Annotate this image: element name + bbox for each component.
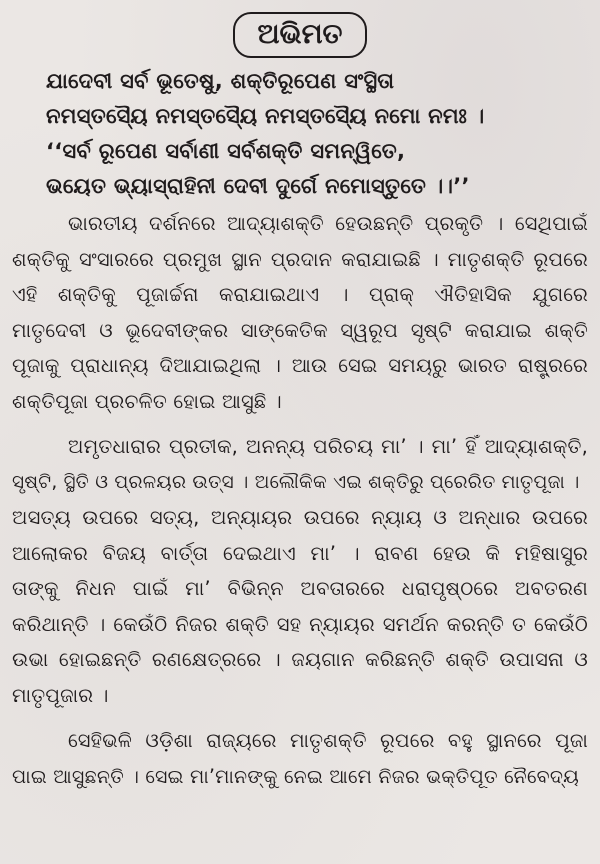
verse-line: ନମସ୍ତସ୍ୟୈ ନମସ୍ତସ୍ୟୈ ନମସ୍ତସ୍ୟୈ ନମୋ ନମଃ । [46,104,485,128]
text-line: ପୂଜାକୁ ପ୍ରାଧାନ୍ୟ ଦିଆଯାଇଥିଲା । ଆଉ ସେଇ ସମୟରୁ ଭାରତ ରାଷ୍ଟ୍ରରେ [12,354,588,377]
text-line: ଅସତ୍ୟ ଉପରେ ସତ୍ୟ, ଅନ୍ୟାୟର ଉପରେ ନ୍ୟାୟ ଓ ଅନ୍ଧାର ଉପରେ [12,506,588,529]
verse-line: ‘‘ସର୍ବ ରୂପେଣ ସର୍ବାଣୀ ସର୍ବଶକ୍ତି ସମନ୍ୱିତେ, [46,139,406,163]
text-line: ମାତୃପୂଜାର । [12,683,109,707]
text-line: ସୃଷ୍ଟି, ସ୍ଥିତି ଓ ପ୍ରଳୟର ଉତ୍ସ । ଅଲୌକିକ ଏଇ ଶକ୍ତିରୁ ପ୍ରେରିତ ମାତୃପୂଜା । [12,471,580,493]
text-line: ଅମୃତଧାରାର ପ୍ରତୀକ, ଅନନ୍ୟ ପରିଚୟ ମା’ । ମା’ ହିଁ ଆଦ୍ୟାଶକ୍ତି, [68,435,588,458]
text-line: ସେହିଭଳି ଓଡ଼ିଶା ରାଜ୍ୟରେ ମାତୃଶକ୍ତି ରୂପରେ ବହୁ ସ୍ଥାନରେ ପୂଜା [68,729,588,752]
verse-line: ଭୟେତ ଭ୍ୟାସ୍ରାହିନୀ ଦେବୀ ଦୁର୍ଗେ ନମୋସ୍ତୁତେ ।।’’ [46,174,470,198]
text-line: କରିଥାନ୍ତି । କେଉଁଠି ନିଜର ଶକ୍ତି ସହ ନ୍ୟାୟର ସମର୍ଥନ କରନ୍ତି ତ କେଉଁଠି [12,612,588,636]
text-line: ଶକ୍ତିପୂଜା ପ୍ରଚଳିତ ହୋଇ ଆସୁଛି । [12,389,282,413]
sanskrit-verse [46,64,600,204]
text-line: ଏହି ଶକ୍ତିକୁ ପୂଜାର୍ଚ୍ଚନା କରାଯାଇଥାଏ । ପ୍ରାକ୍ ଐତିହାସିକ ଯୁଗରେ [12,283,588,306]
text-line: ଆଲୋକର ବିଜୟ ବାର୍ତ୍ତା ଦେଇଥାଏ ମା’ । ରାବଣ ହେଉ କି ମହିଷାସୁର [12,541,588,565]
text-line: ମାତୃଦେବୀ ଓ ଭୂଦେବୀଙ୍କର ସାଙ୍କେତିକ ସ୍ୱରୂପ ସୃଷ୍ଟି କରାଯାଇ ଶକ୍ତି [12,318,588,342]
paragraph-1 [12,206,588,419]
text-line: ତାଙ୍କୁ ନିଧନ ପାଇଁ ମା’ ବିଭିନ୍ନ ଅବତାରରେ ଧରାପୃଷ୍ଠରେ ଅବତରଣ [12,577,588,600]
title-container [0,0,600,58]
text-line: ଭାରତୀୟ ଦର୍ଶନରେ ଆଦ୍ୟାଶକ୍ତି ହେଉଛନ୍ତି ପ୍ରକୃତି । ସେଥିପାଇଁ [68,212,588,235]
text-line: ପାଇ ଆସୁଛନ୍ତି । ସେଇ ମା’ମାନଙ୍କୁ ନେଇ ଆମେ ନିଜର ଭକ୍ତିପୂତ ନୈବେଦ୍ୟ [12,764,580,788]
page-title: ଅଭିମତ [233,12,366,58]
text-line: ଶକ୍ତିକୁ ସଂସାରରେ ପ୍ରମୁଖ ସ୍ଥାନ ପ୍ରଦାନ କରାଯାଇଛି । ମାତୃଶକ୍ତି ରୂପରେ [12,247,588,271]
paragraph-2 [12,429,588,713]
text-line: ଉଭା ହୋଇଛନ୍ତି ରଣକ୍ଷେତ୍ରରେ । ଜୟଗାନ କରିଛନ୍ତି ଶକ୍ତି ଉପାସନା ଓ [12,648,588,671]
paragraph-3 [12,723,588,794]
verse-line: ଯାଦେବୀ ସର୍ବ ଭୂତେଷୁ, ଶକ୍ତିରୂପେଣ ସଂସ୍ଥିତା [46,69,395,93]
